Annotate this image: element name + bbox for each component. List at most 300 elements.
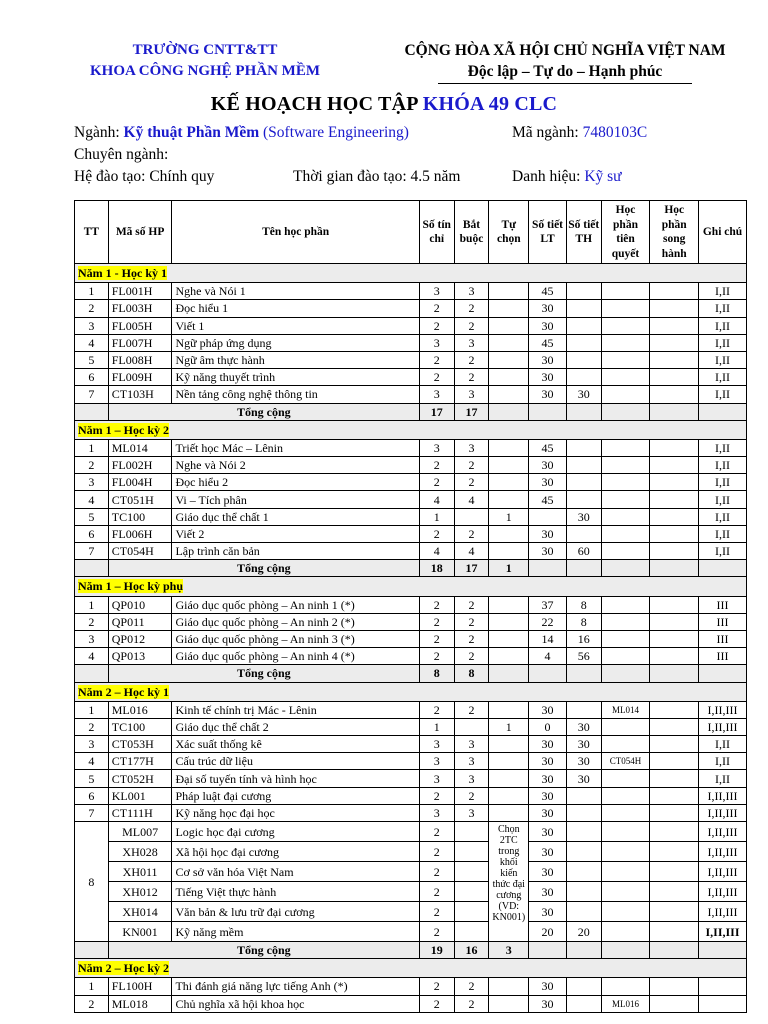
table-cell bbox=[454, 842, 489, 862]
table-cell: CT177H bbox=[108, 753, 172, 770]
table-cell bbox=[601, 300, 650, 317]
table-cell: 3 bbox=[454, 804, 489, 821]
table-cell: 3 bbox=[419, 736, 454, 753]
table-cell: 30 bbox=[529, 386, 567, 403]
table-cell: I,II bbox=[699, 770, 747, 787]
table-cell: KL001 bbox=[108, 787, 172, 804]
table-cell: FL006H bbox=[108, 525, 172, 542]
table-cell: 30 bbox=[529, 543, 567, 560]
table-cell: 2 bbox=[454, 474, 489, 491]
table-cell: 3 bbox=[419, 439, 454, 456]
table-cell: QP010 bbox=[108, 596, 172, 613]
table-cell: Tổng cộng bbox=[108, 942, 419, 959]
table-cell: 30 bbox=[529, 804, 567, 821]
table-cell: 6 bbox=[75, 787, 109, 804]
table-cell: 30 bbox=[529, 369, 567, 386]
table-cell bbox=[650, 491, 699, 508]
table-cell: 2 bbox=[454, 351, 489, 368]
table-cell: 2 bbox=[419, 902, 454, 922]
table-cell: I,II,III bbox=[699, 862, 747, 882]
table-cell: Nền tảng công nghệ thông tin bbox=[172, 386, 419, 403]
table-cell bbox=[601, 862, 650, 882]
table-cell: I,II bbox=[699, 317, 747, 334]
table-cell bbox=[489, 351, 529, 368]
table-cell bbox=[566, 804, 601, 821]
table-cell: 3 bbox=[419, 386, 454, 403]
table-cell: Kỹ năng học đại học bbox=[172, 804, 419, 821]
semester-title: Năm 1 - Học kỳ 1 bbox=[78, 266, 167, 281]
header-cell: Học phần tiên quyết bbox=[601, 201, 650, 264]
table-cell: 3 bbox=[454, 770, 489, 787]
table-cell: 2 bbox=[454, 630, 489, 647]
table-cell bbox=[489, 457, 529, 474]
table-cell: 2 bbox=[454, 369, 489, 386]
table-row bbox=[75, 978, 747, 995]
table-cell bbox=[566, 822, 601, 842]
table-cell: 30 bbox=[529, 300, 567, 317]
table-cell: 20 bbox=[566, 922, 601, 942]
table-cell: 18 bbox=[419, 560, 454, 577]
table-cell bbox=[489, 978, 529, 995]
table-cell: 1 bbox=[489, 560, 529, 577]
semester-title: Năm 1 – Học kỳ 2 bbox=[78, 422, 169, 437]
header-cell: Mã số HP bbox=[108, 201, 172, 264]
table-cell: Pháp luật đại cương bbox=[172, 787, 419, 804]
table-cell: TC100 bbox=[108, 508, 172, 525]
table-cell: 8 bbox=[566, 596, 601, 613]
faculty-name: KHOA CÔNG NGHỆ PHẦN MỀM bbox=[90, 63, 320, 79]
table-cell bbox=[601, 369, 650, 386]
table-cell bbox=[529, 403, 567, 420]
table-cell: CT054H bbox=[601, 753, 650, 770]
elective-row bbox=[75, 842, 747, 862]
table-cell: I,II,III bbox=[699, 822, 747, 842]
table-cell: I,II bbox=[699, 736, 747, 753]
table-cell: Xác suất thống kê bbox=[172, 736, 419, 753]
table-cell: ML016 bbox=[601, 995, 650, 1012]
table-cell bbox=[601, 787, 650, 804]
table-cell: 2 bbox=[419, 630, 454, 647]
table-cell bbox=[650, 978, 699, 995]
table-cell: I,II,III bbox=[699, 922, 747, 942]
table-cell: ML018 bbox=[108, 995, 172, 1012]
table-cell: 0 bbox=[529, 718, 567, 735]
table-cell bbox=[650, 922, 699, 942]
table-row bbox=[75, 525, 747, 542]
table-row bbox=[75, 474, 747, 491]
semester-row bbox=[75, 420, 747, 439]
table-cell bbox=[650, 543, 699, 560]
table-cell: FL004H bbox=[108, 474, 172, 491]
table-cell bbox=[650, 753, 699, 770]
table-cell bbox=[566, 439, 601, 456]
table-cell: 5 bbox=[75, 508, 109, 525]
table-cell bbox=[650, 787, 699, 804]
table-cell: 2 bbox=[454, 300, 489, 317]
table-cell: 45 bbox=[529, 283, 567, 300]
table-cell: 1 bbox=[75, 596, 109, 613]
header-cell: Số tiết TH bbox=[566, 201, 601, 264]
table-cell bbox=[489, 283, 529, 300]
semester-row bbox=[75, 264, 747, 283]
table-row bbox=[75, 317, 747, 334]
table-cell bbox=[566, 491, 601, 508]
table-cell bbox=[454, 882, 489, 902]
table-cell: XH014 bbox=[108, 902, 172, 922]
table-cell: FL003H bbox=[108, 300, 172, 317]
table-cell bbox=[650, 403, 699, 420]
table-cell: 8 bbox=[454, 665, 489, 682]
table-cell bbox=[650, 300, 699, 317]
table-cell: 8 bbox=[566, 613, 601, 630]
table-cell bbox=[601, 718, 650, 735]
table-cell: Nghe và Nói 2 bbox=[172, 457, 419, 474]
table-cell: CT054H bbox=[108, 543, 172, 560]
table-cell: 2 bbox=[419, 882, 454, 902]
table-cell: Giáo dục quốc phòng – An ninh 2 (*) bbox=[172, 613, 419, 630]
table-cell: ML007 bbox=[108, 822, 172, 842]
table-cell bbox=[489, 491, 529, 508]
table-cell: 17 bbox=[454, 403, 489, 420]
table-cell: 2 bbox=[419, 842, 454, 862]
table-cell bbox=[566, 403, 601, 420]
table-cell bbox=[601, 648, 650, 665]
table-row bbox=[75, 283, 747, 300]
table-cell: Vi – Tích phân bbox=[172, 491, 419, 508]
table-cell: ML014 bbox=[601, 701, 650, 718]
table-cell bbox=[566, 862, 601, 882]
table-cell: 4 bbox=[75, 753, 109, 770]
total-row bbox=[75, 560, 747, 577]
table-cell: Lập trình căn bản bbox=[172, 543, 419, 560]
table-row bbox=[75, 543, 747, 560]
table-cell: 5 bbox=[75, 770, 109, 787]
table-cell bbox=[699, 560, 747, 577]
table-cell bbox=[489, 804, 529, 821]
table-cell bbox=[454, 862, 489, 882]
table-cell bbox=[489, 665, 529, 682]
table-cell bbox=[566, 787, 601, 804]
table-cell: I,II,III bbox=[699, 787, 747, 804]
header-cell: Tên học phần bbox=[172, 201, 419, 264]
table-cell bbox=[650, 439, 699, 456]
table-cell: 30 bbox=[529, 902, 567, 922]
table-cell: Cấu trúc dữ liệu bbox=[172, 753, 419, 770]
table-cell: 16 bbox=[566, 630, 601, 647]
total-row bbox=[75, 942, 747, 959]
table-cell bbox=[566, 369, 601, 386]
table-cell bbox=[650, 902, 699, 922]
table-cell: Nghe và Nói 1 bbox=[172, 283, 419, 300]
table-cell: Ngữ pháp ứng dụng bbox=[172, 334, 419, 351]
table-cell: I,II,III bbox=[699, 902, 747, 922]
table-cell bbox=[489, 787, 529, 804]
table-cell: 2 bbox=[419, 648, 454, 665]
table-cell bbox=[489, 543, 529, 560]
table-cell: 30 bbox=[529, 753, 567, 770]
table-cell: I,II bbox=[699, 351, 747, 368]
table-cell bbox=[601, 508, 650, 525]
table-cell bbox=[650, 701, 699, 718]
table-cell bbox=[601, 491, 650, 508]
table-cell: III bbox=[699, 613, 747, 630]
elective-row bbox=[75, 822, 747, 842]
table-cell: 30 bbox=[566, 753, 601, 770]
training-system: Hệ đào tạo: Chính quy bbox=[74, 168, 215, 185]
table-row bbox=[75, 648, 747, 665]
table-cell: Tiếng Việt thực hành bbox=[172, 882, 419, 902]
table-cell bbox=[650, 770, 699, 787]
table-cell bbox=[699, 978, 747, 995]
table-cell bbox=[75, 560, 109, 577]
table-cell: 3 bbox=[419, 804, 454, 821]
table-row bbox=[75, 369, 747, 386]
table-cell: FL009H bbox=[108, 369, 172, 386]
table-cell: I,II,III bbox=[699, 804, 747, 821]
table-cell bbox=[601, 334, 650, 351]
semester-title: Năm 2 – Học kỳ 2 bbox=[78, 961, 169, 976]
table-cell: I,II bbox=[699, 334, 747, 351]
table-row bbox=[75, 630, 747, 647]
table-cell bbox=[601, 902, 650, 922]
table-cell: 30 bbox=[529, 862, 567, 882]
table-cell: Tổng cộng bbox=[108, 665, 419, 682]
table-cell: 30 bbox=[529, 701, 567, 718]
table-cell bbox=[566, 560, 601, 577]
table-cell: 3 bbox=[75, 630, 109, 647]
table-cell: 4 bbox=[419, 491, 454, 508]
table-cell: 2 bbox=[419, 701, 454, 718]
table-cell: 20 bbox=[529, 922, 567, 942]
table-cell: Đọc hiểu 2 bbox=[172, 474, 419, 491]
table-cell: 30 bbox=[529, 787, 567, 804]
table-cell: 1 bbox=[419, 718, 454, 735]
header-cell: Bắt buộc bbox=[454, 201, 489, 264]
table-cell: 4 bbox=[75, 334, 109, 351]
table-cell bbox=[601, 543, 650, 560]
table-cell: Tổng cộng bbox=[108, 560, 419, 577]
table-cell: QP012 bbox=[108, 630, 172, 647]
table-row bbox=[75, 613, 747, 630]
table-cell: 22 bbox=[529, 613, 567, 630]
header-cell: Số tín chỉ bbox=[419, 201, 454, 264]
table-cell bbox=[650, 665, 699, 682]
table-cell: Viết 2 bbox=[172, 525, 419, 542]
table-cell: 2 bbox=[75, 613, 109, 630]
national-header bbox=[380, 40, 750, 84]
table-cell bbox=[566, 474, 601, 491]
table-cell: 30 bbox=[566, 770, 601, 787]
table-cell: III bbox=[699, 630, 747, 647]
table-cell bbox=[650, 283, 699, 300]
table-cell bbox=[650, 822, 699, 842]
table-cell: 2 bbox=[454, 648, 489, 665]
table-cell bbox=[489, 300, 529, 317]
table-cell: 2 bbox=[419, 862, 454, 882]
table-cell: 30 bbox=[529, 474, 567, 491]
table-cell: 3 bbox=[419, 334, 454, 351]
table-cell bbox=[454, 902, 489, 922]
table-cell: 3 bbox=[419, 770, 454, 787]
table-cell: 2 bbox=[454, 317, 489, 334]
table-cell bbox=[566, 701, 601, 718]
table-cell: 3 bbox=[454, 334, 489, 351]
table-cell: 2 bbox=[75, 300, 109, 317]
table-cell bbox=[699, 665, 747, 682]
table-row bbox=[75, 787, 747, 804]
table-cell bbox=[601, 665, 650, 682]
header-cell: Số tiết LT bbox=[529, 201, 567, 264]
table-row bbox=[75, 736, 747, 753]
table-cell: 4 bbox=[529, 648, 567, 665]
table-cell: 2 bbox=[75, 457, 109, 474]
table-cell bbox=[529, 560, 567, 577]
table-cell: 7 bbox=[75, 804, 109, 821]
table-cell: ML016 bbox=[108, 701, 172, 718]
table-cell: Kỹ năng mềm bbox=[172, 922, 419, 942]
table-cell bbox=[75, 403, 109, 420]
table-cell: 2 bbox=[454, 995, 489, 1012]
table-cell bbox=[650, 736, 699, 753]
table-cell: I,II,III bbox=[699, 701, 747, 718]
table-cell bbox=[489, 596, 529, 613]
table-cell bbox=[489, 403, 529, 420]
table-cell: I,II bbox=[699, 543, 747, 560]
table-cell bbox=[566, 317, 601, 334]
table-cell bbox=[566, 842, 601, 862]
table-cell bbox=[601, 474, 650, 491]
table-cell: FL005H bbox=[108, 317, 172, 334]
table-cell bbox=[650, 718, 699, 735]
table-cell bbox=[566, 902, 601, 922]
table-cell: FL007H bbox=[108, 334, 172, 351]
table-cell bbox=[601, 842, 650, 862]
table-cell: 3 bbox=[454, 283, 489, 300]
table-row bbox=[75, 334, 747, 351]
table-cell bbox=[601, 386, 650, 403]
table-cell: III bbox=[699, 596, 747, 613]
table-cell: 1 bbox=[419, 508, 454, 525]
table-cell: 56 bbox=[566, 648, 601, 665]
table-cell: 30 bbox=[529, 525, 567, 542]
table-cell: I,II bbox=[699, 491, 747, 508]
table-cell bbox=[489, 701, 529, 718]
table-cell: 19 bbox=[419, 942, 454, 959]
table-cell: 2 bbox=[419, 317, 454, 334]
course-highlight: KHÓA 49 CLC bbox=[422, 93, 558, 115]
table-cell: 3 bbox=[419, 753, 454, 770]
table-cell bbox=[566, 942, 601, 959]
table-cell: Ngữ âm thực hành bbox=[172, 351, 419, 368]
table-cell: 30 bbox=[529, 822, 567, 842]
table-cell: 2 bbox=[419, 787, 454, 804]
table-cell: Xã hội học đại cương bbox=[172, 842, 419, 862]
table-cell: QP013 bbox=[108, 648, 172, 665]
table-cell bbox=[454, 508, 489, 525]
table-cell: I,II,III bbox=[699, 882, 747, 902]
table-cell bbox=[489, 613, 529, 630]
table-cell: 3 bbox=[75, 736, 109, 753]
table-cell: 2 bbox=[75, 995, 109, 1012]
total-row bbox=[75, 403, 747, 420]
table-cell: 4 bbox=[454, 543, 489, 560]
table-cell: 30 bbox=[529, 736, 567, 753]
table-cell: 30 bbox=[529, 978, 567, 995]
table-cell: I,II bbox=[699, 457, 747, 474]
table-cell: I,II bbox=[699, 300, 747, 317]
table-cell bbox=[601, 770, 650, 787]
table-cell bbox=[566, 283, 601, 300]
table-cell bbox=[650, 474, 699, 491]
table-cell: I,II bbox=[699, 525, 747, 542]
table-cell: 2 bbox=[419, 457, 454, 474]
table-cell: FL002H bbox=[108, 457, 172, 474]
table-cell: 2 bbox=[454, 525, 489, 542]
table-cell: 30 bbox=[529, 457, 567, 474]
elective-row bbox=[75, 902, 747, 922]
school-name: TRƯỜNG CNTT&TT bbox=[132, 42, 278, 58]
table-cell: 60 bbox=[566, 543, 601, 560]
table-cell: CT053H bbox=[108, 736, 172, 753]
table-cell: 6 bbox=[75, 369, 109, 386]
table-cell: Đọc hiểu 1 bbox=[172, 300, 419, 317]
table-cell bbox=[601, 439, 650, 456]
table-cell bbox=[601, 804, 650, 821]
table-cell bbox=[650, 317, 699, 334]
table-row bbox=[75, 508, 747, 525]
specialization-line: Chuyên ngành: bbox=[74, 146, 169, 163]
table-cell: FL008H bbox=[108, 351, 172, 368]
table-cell: 1 bbox=[75, 701, 109, 718]
table-cell bbox=[601, 596, 650, 613]
table-cell: 2 bbox=[419, 822, 454, 842]
table-cell bbox=[489, 630, 529, 647]
table-row bbox=[75, 701, 747, 718]
table-cell bbox=[601, 613, 650, 630]
table-cell: 3 bbox=[454, 439, 489, 456]
table-cell: 30 bbox=[529, 842, 567, 862]
table-cell bbox=[489, 369, 529, 386]
table-row bbox=[75, 300, 747, 317]
table-cell: XH028 bbox=[108, 842, 172, 862]
table-cell bbox=[601, 560, 650, 577]
table-row bbox=[75, 804, 747, 821]
table-cell bbox=[489, 317, 529, 334]
table-cell: 30 bbox=[529, 995, 567, 1012]
table-cell: 1 bbox=[75, 283, 109, 300]
table-cell: 8 bbox=[75, 822, 109, 942]
table-cell bbox=[489, 474, 529, 491]
table-cell bbox=[650, 648, 699, 665]
table-cell: KN001 bbox=[108, 922, 172, 942]
header-cell: TT bbox=[75, 201, 109, 264]
table-cell: 45 bbox=[529, 491, 567, 508]
table-cell: CT103H bbox=[108, 386, 172, 403]
table-cell: 3 bbox=[75, 474, 109, 491]
school-header bbox=[60, 40, 350, 82]
table-cell bbox=[650, 457, 699, 474]
table-cell bbox=[601, 736, 650, 753]
table-cell bbox=[601, 822, 650, 842]
table-cell: 2 bbox=[419, 525, 454, 542]
table-cell: 45 bbox=[529, 334, 567, 351]
major-code-line: Mã ngành: 7480103C bbox=[512, 124, 648, 141]
table-cell: 1 bbox=[489, 718, 529, 735]
table-cell: Triết học Mác – Lênin bbox=[172, 439, 419, 456]
table-cell bbox=[601, 351, 650, 368]
table-cell bbox=[650, 942, 699, 959]
table-cell: CT111H bbox=[108, 804, 172, 821]
